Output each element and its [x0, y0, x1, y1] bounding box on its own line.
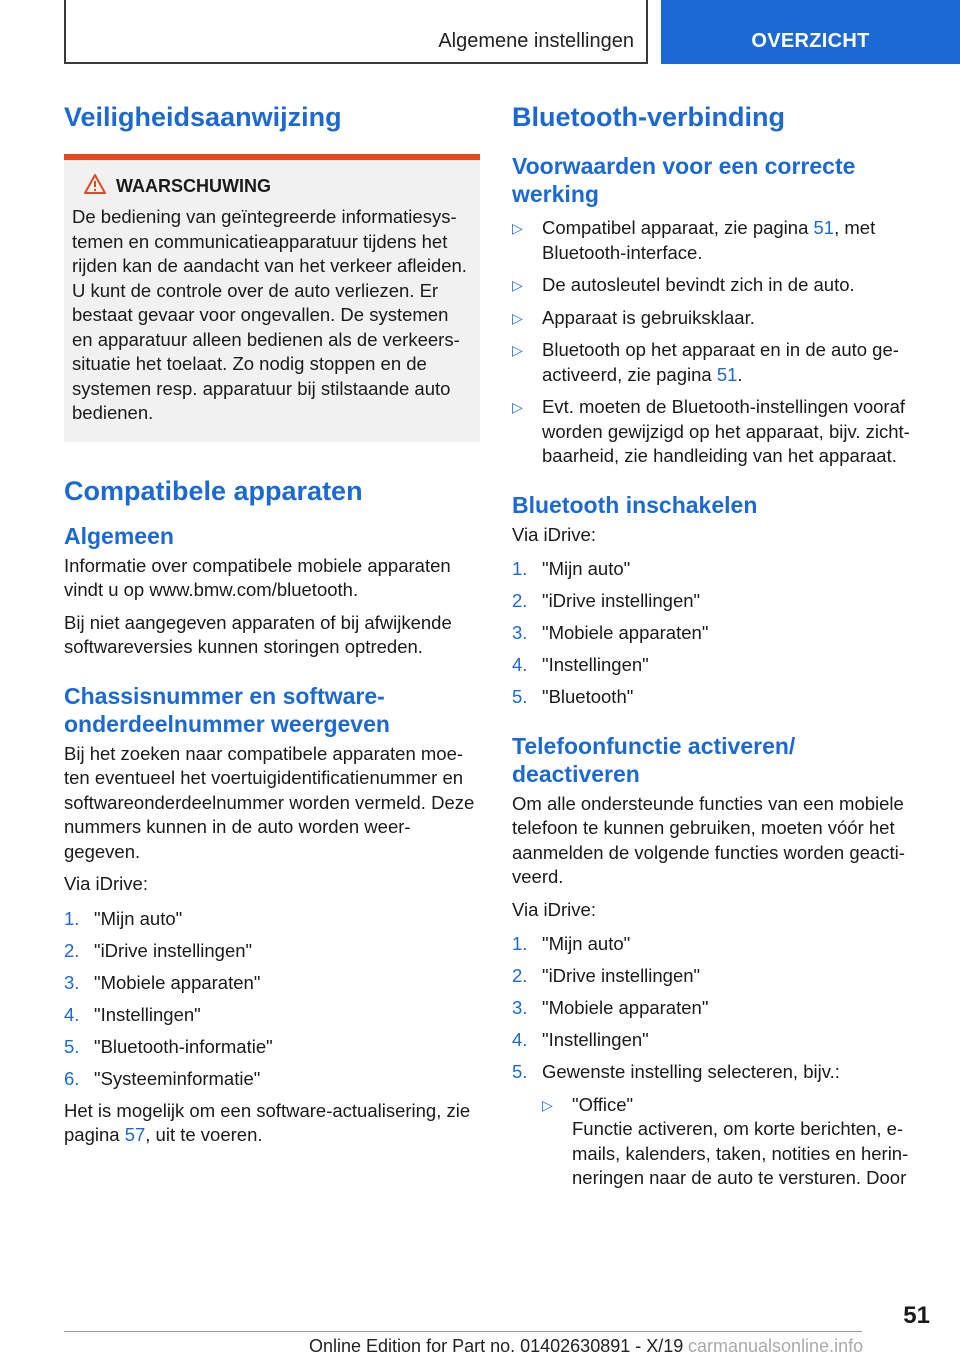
warning-box	[64, 154, 480, 442]
list-item: ▷ Compatibel apparaat, zie pagina 51, met Bluetooth-interface.	[512, 217, 876, 263]
prerequisites-list	[512, 216, 922, 469]
page-link-51[interactable]: 51	[716, 363, 738, 385]
list-item: 5. Gewenste instelling selecteren, bijv.: ▷ "Office" Functie activeren, om korte berichten, e-mails, kalenders, taken, notities en herinneringen naar de auto te versturen. Door	[512, 1060, 922, 1191]
footer-edition: Online Edition for Part no. 01402630891 - X/19	[309, 1336, 684, 1356]
list-item: 2. "iDrive instellingen"	[512, 965, 701, 986]
list-item: 3. "Mobiele apparaten"	[512, 997, 709, 1018]
general-para-2: Bij niet aangegeven apparaten of bij afwijkende softwareversies kunnen storingen optreden.	[64, 611, 452, 657]
list-item: 1. "Mijn auto"	[64, 907, 183, 929]
chassis-heading: Chassisnummer en software‐ onderdeelnummer weergeven	[64, 682, 390, 737]
header-section-box	[64, 0, 648, 64]
prerequisites-heading: Voorwaarden voor een correcte werking	[512, 153, 856, 207]
warning-title: WAARSCHUWING	[116, 176, 271, 196]
warning-title-row	[84, 174, 472, 199]
list-item: 2. "iDrive instellingen"	[64, 939, 253, 961]
list-item: 3. "Mobiele apparaten"	[512, 622, 709, 643]
overview-tab[interactable]	[661, 0, 960, 64]
bullet-triangle-icon: ▷	[512, 399, 523, 415]
list-item: 2. "iDrive instellingen"	[512, 590, 701, 611]
compatible-devices-heading: Compatibele apparaten	[64, 475, 363, 506]
bullet-triangle-icon: ▷	[542, 1096, 553, 1113]
bullet-triangle-icon: ▷	[512, 309, 523, 326]
chassis-para: Bij het zoeken naar compatibele apparaten moeten eventueel het voertuigidentificatienummer en softwareonderdeelnummer worden vermeld. Deze nummers kunnen in de auto worden weergegeven.	[64, 742, 475, 862]
list-item: ▷ Evt. moeten de Bluetooth-instellingen vooraf worden gewijzigd op het apparaat, bijv. zichtbaarheid, zie handleiding van het apparaat.	[512, 396, 910, 466]
phone-function-para: Om alle ondersteunde functies van een mobiele telefoon te kunnen gebruiken, moeten vóór het aanmelden de volgende functies worden geactiveerd.	[512, 792, 905, 887]
list-item: 5. "Bluetooth-informatie"	[64, 1035, 273, 1057]
overview-tab-label: OVERZICHT	[751, 30, 870, 52]
chassis-steps	[64, 907, 480, 1092]
bluetooth-connection-heading: Bluetooth-verbinding	[512, 102, 785, 132]
list-item: 1. "Mijn auto"	[512, 558, 631, 579]
list-item: 5. "Bluetooth"	[512, 686, 634, 707]
left-column	[64, 100, 480, 1156]
chassis-via: Via iDrive:	[64, 873, 148, 894]
general-para-1: Informatie over compatibele mobiele apparaten vindt u op www.bmw.com/bluetooth.	[64, 554, 451, 600]
phone-function-sublist	[542, 1093, 922, 1191]
list-item: ▷ "Office" Functie activeren, om korte berichten, e-mails, kalenders, taken, notities en herinneringen naar de auto te versturen. Door	[542, 1093, 909, 1188]
safety-heading: Veiligheidsaanwijzing	[64, 102, 342, 132]
header-section-title: Algemene instellingen	[438, 30, 634, 52]
bluetooth-enable-heading: Bluetooth inschakelen	[512, 491, 758, 518]
list-item: ▷ De autosleutel bevindt zich in de auto.	[512, 273, 922, 298]
bluetooth-enable-steps	[512, 557, 922, 710]
list-item: 3. "Mobiele apparaten"	[64, 971, 261, 993]
bullet-triangle-icon: ▷	[512, 220, 523, 236]
software-update-para: Het is mogelijk om een software-actualisering, zie pagina 57, uit te voeren.	[64, 1099, 471, 1145]
list-item: 4. "Instellingen"	[512, 654, 649, 675]
warning-triangle-icon	[84, 174, 106, 199]
phone-function-heading: Telefoonfunctie activeren/ deactiveren	[512, 732, 796, 787]
bullet-triangle-icon: ▷	[512, 342, 523, 358]
watermark: carmanualsonline.info	[688, 1336, 864, 1356]
bullet-triangle-icon: ▷	[512, 277, 523, 293]
list-item: 1. "Mijn auto"	[512, 933, 631, 954]
general-heading: Algemeen	[64, 522, 174, 549]
footer-divider	[64, 1331, 862, 1332]
list-item: ▷ Apparaat is gebruiksklaar.	[512, 306, 922, 331]
page-link-51[interactable]: 51	[813, 217, 835, 238]
list-item: 6. "Systeeminformatie"	[64, 1067, 261, 1089]
office-description: Functie activeren, om korte berichten, e-mails, kalenders, taken, notities en herinneringen naar de auto te versturen. Door	[572, 1118, 909, 1188]
phone-function-steps	[512, 932, 922, 1191]
warning-text: De bediening van geïntegreerde informatiesystemen en communicatieapparatuur tijdens het rijden kan de aandacht van het verkeer afleiden. U kunt de controle over de auto verliezen. Er bestaat gevaar voor ongevallen. De systemen en apparatuur alleen bedienen als de verkeerssituatie het toelaat. Zo nodig stoppen en de systemen resp. apparatuur bij stilstaande auto bedienen.	[72, 206, 467, 423]
page-link-57[interactable]: 57	[124, 1124, 146, 1145]
page-number: 51	[903, 1302, 930, 1329]
list-item: 4. "Instellingen"	[512, 1029, 649, 1050]
phone-function-via: Via iDrive:	[512, 898, 596, 920]
list-item: ▷ Bluetooth op het apparaat en in de auto geactiveerd, zie pagina 51.	[512, 339, 899, 385]
bluetooth-enable-via: Via iDrive:	[512, 523, 596, 545]
right-column	[512, 100, 922, 1198]
list-item: 4. "Instellingen"	[64, 1003, 201, 1025]
